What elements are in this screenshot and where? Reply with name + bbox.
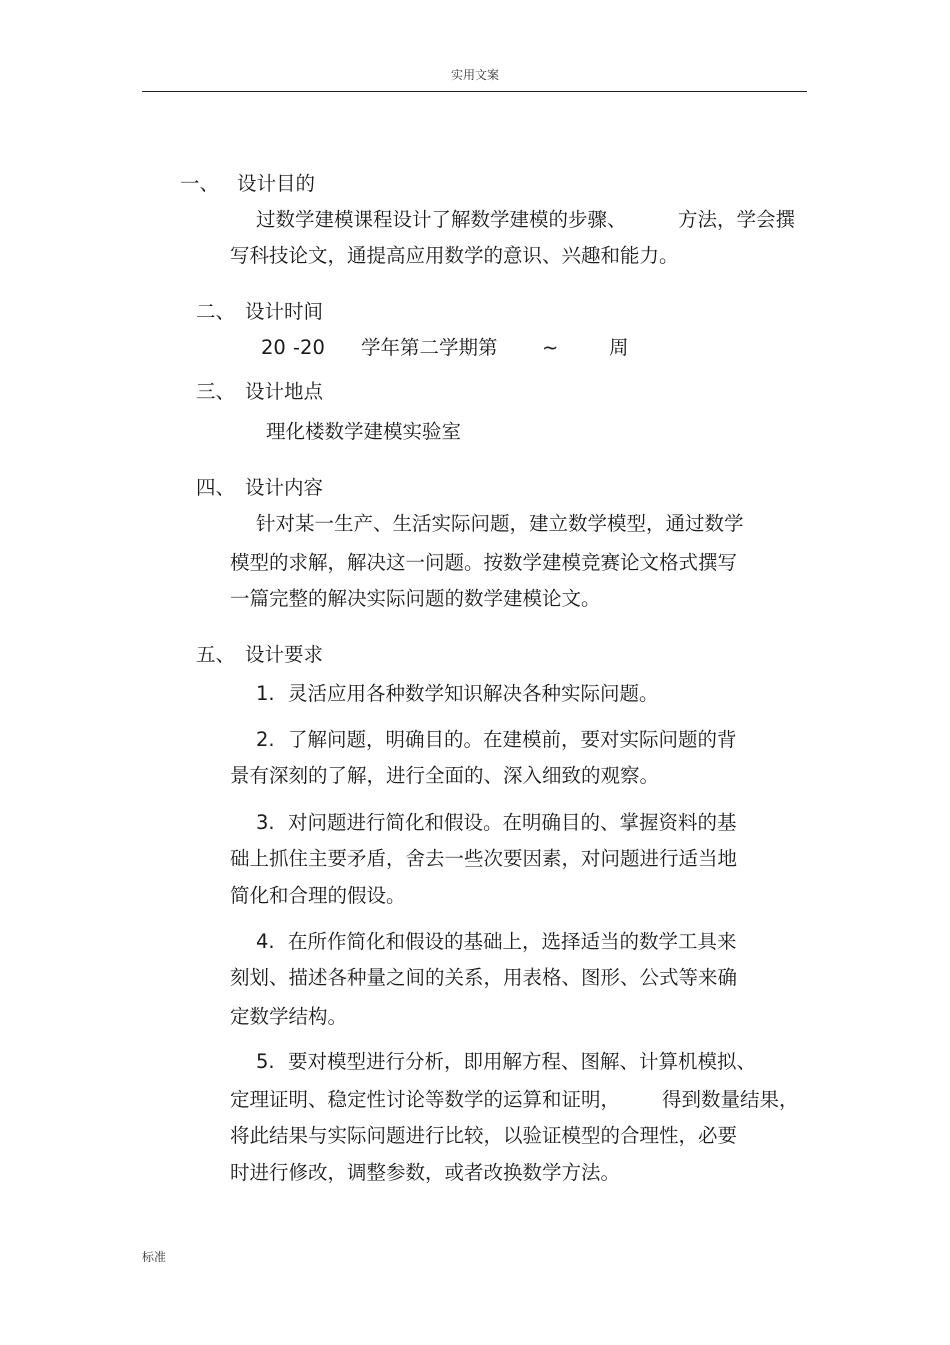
requirement-line: 对问题进行简化和假设。在明确目的、掌握资料的基 (288, 811, 737, 834)
section-3-number: 三、 (196, 380, 236, 403)
requirement-line: 刻划、描述各种量之间的关系，用表格、图形、公式等来确 (230, 966, 738, 989)
requirement-line: 灵活应用各种数学知识解决各种实际问题。 (288, 682, 659, 705)
term-text: 学年第二学期第 (361, 336, 498, 359)
requirement-number: 1. (256, 682, 275, 705)
requirement-line: 础上抓住主要矛盾，舍去一些次要因素，对问题进行适当地 (230, 847, 738, 870)
section-1-number: 一、 (180, 172, 220, 195)
page-footer: 标准 (142, 1250, 167, 1264)
year-start: 20 (261, 336, 286, 359)
section-2-title: 设计时间 (245, 300, 324, 323)
design-place: 理化楼数学建模实验室 (266, 420, 462, 443)
requirement-line: 景有深刻的了解，进行全面的、深入细致的观察。 (230, 764, 660, 787)
requirement-line: 在所作简化和假设的基础上，选择适当的数学工具来 (288, 930, 737, 953)
section-1-line: 方法，学会撰 (678, 208, 796, 231)
section-1-line: 过数学建模课程设计了解数学建模的步骤、 (256, 208, 627, 231)
section-5-title: 设计要求 (245, 643, 324, 666)
requirement-line: 简化和合理的假设。 (230, 884, 406, 907)
requirement-number: 3. (256, 811, 275, 834)
requirement-line: 得到数量结果， (662, 1088, 799, 1111)
section-2-number: 二、 (196, 300, 236, 323)
requirement-line: 要对模型进行分析，即用解方程、图解、计算机模拟、 (288, 1050, 757, 1073)
section-5-number: 五、 (196, 643, 236, 666)
year-end: -20 (293, 336, 325, 359)
section-3-title: 设计地点 (245, 380, 324, 403)
requirement-number: 5. (256, 1050, 275, 1073)
requirement-line: 时进行修改，调整参数，或者改换数学方法。 (230, 1161, 621, 1184)
requirement-line: 了解问题，明确目的。在建模前，要对实际问题的背 (288, 728, 737, 751)
section-1-title: 设计目的 (237, 172, 316, 195)
week-text: 周 (609, 336, 629, 359)
requirement-line: 将此结果与实际问题进行比较，以验证模型的合理性，必要 (230, 1124, 738, 1147)
section-4-line: 一篇完整的解决实际问题的数学建模论文。 (230, 587, 601, 610)
week-range-tilde: ~ (542, 336, 559, 359)
requirement-number: 2. (256, 728, 275, 751)
header-rule (142, 91, 807, 92)
page-header: 实用文案 (450, 68, 499, 82)
section-4-line: 针对某一生产、生活实际问题，建立数学模型，通过数学 (256, 512, 744, 535)
section-1-line: 写科技论文，通提高应用数学的意识、兴趣和能力。 (230, 244, 679, 267)
requirement-line: 定理证明、稳定性讨论等数学的运算和证明， (230, 1088, 621, 1111)
requirement-line: 定数学结构。 (230, 1005, 348, 1028)
section-4-number: 四、 (196, 476, 236, 499)
requirement-number: 4. (256, 930, 275, 953)
section-4-title: 设计内容 (245, 476, 324, 499)
section-4-line: 模型的求解，解决这一问题。按数学建模竞赛论文格式撰写 (230, 551, 738, 574)
